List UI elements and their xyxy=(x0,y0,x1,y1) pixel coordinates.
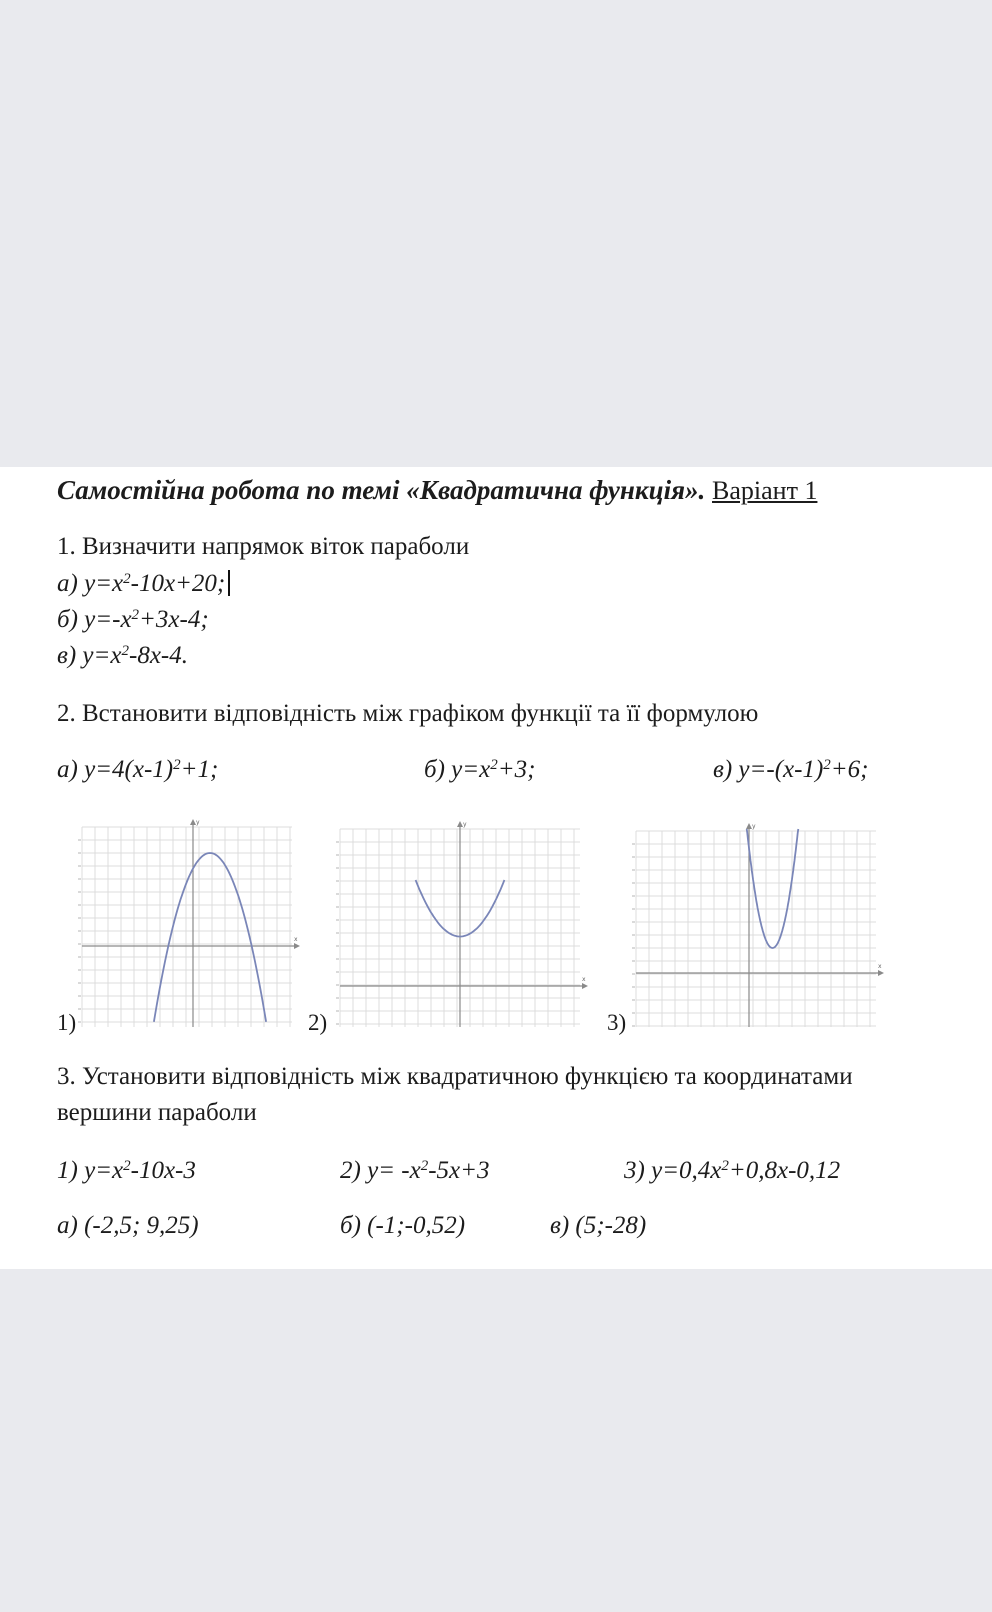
y-axis-label: y xyxy=(752,823,756,830)
graph-1 xyxy=(78,819,308,1029)
task3-heading-line2: вершини параболи xyxy=(57,1099,257,1126)
title-main: Самостійна робота по темі «Квадратична функція». xyxy=(57,475,706,505)
task3-heading-line1: 3. Установити відповідність між квадратичною функцією та координатами xyxy=(57,1063,853,1090)
task3-vertex-c: в) (5;-28) xyxy=(550,1212,647,1239)
task1-heading: 1. Визначити напрямок віток параболи xyxy=(57,533,470,560)
graph-label-2: 2) xyxy=(308,1010,328,1035)
x-axis-label: x xyxy=(878,963,882,970)
text-cursor xyxy=(228,570,230,596)
graph-2 xyxy=(330,819,610,1029)
task2-heading: 2. Встановити відповідність між графіком функції та її формулою xyxy=(57,700,759,727)
x-axis-arrow xyxy=(878,970,884,976)
y-axis-label: y xyxy=(463,821,467,828)
task1-item-c: в) $у=х^2-8х-4$. xyxy=(57,642,188,669)
graph-label-1: 1) xyxy=(57,1010,77,1035)
variant-label: Варіант 1 xyxy=(712,476,818,505)
worksheet-page xyxy=(0,467,992,1269)
task3-function-3: 3) $у=0,4х^2+0,8х-0,12$ xyxy=(624,1157,841,1184)
graph-3 xyxy=(628,819,908,1029)
task3-function-1: 1) $у=х^2-10х-3$ xyxy=(57,1157,196,1184)
task2-formula-c: в) $у=-(х-1)^2+6$; xyxy=(713,756,869,783)
task3-vertex-a: а) (-2,5; 9,25) xyxy=(57,1212,199,1239)
task1-item-a: а) $у=х^2-10х+20$; xyxy=(57,570,230,598)
task2-formula-a: а) $у=4(х-1)^2+1$; xyxy=(57,756,219,783)
task1-item-b: б) $у=-х^2+3х-4$; xyxy=(57,606,209,633)
task3-vertex-b: б) (-1;-0,52) xyxy=(340,1212,466,1239)
worksheet-title xyxy=(57,475,817,506)
x-axis-label: x xyxy=(582,976,586,983)
task2-formula-b: б) $у=х^2+3$; xyxy=(424,756,536,783)
x-axis-arrow xyxy=(294,943,300,949)
x-axis-arrow xyxy=(582,983,588,989)
y-axis-label: y xyxy=(196,819,200,826)
x-axis-label: x xyxy=(294,936,298,943)
parabola-curve xyxy=(747,829,799,948)
task3-function-2: 2) $у= -х^2-5х+3$ xyxy=(340,1157,490,1184)
graph-label-3: 3) xyxy=(607,1010,627,1035)
